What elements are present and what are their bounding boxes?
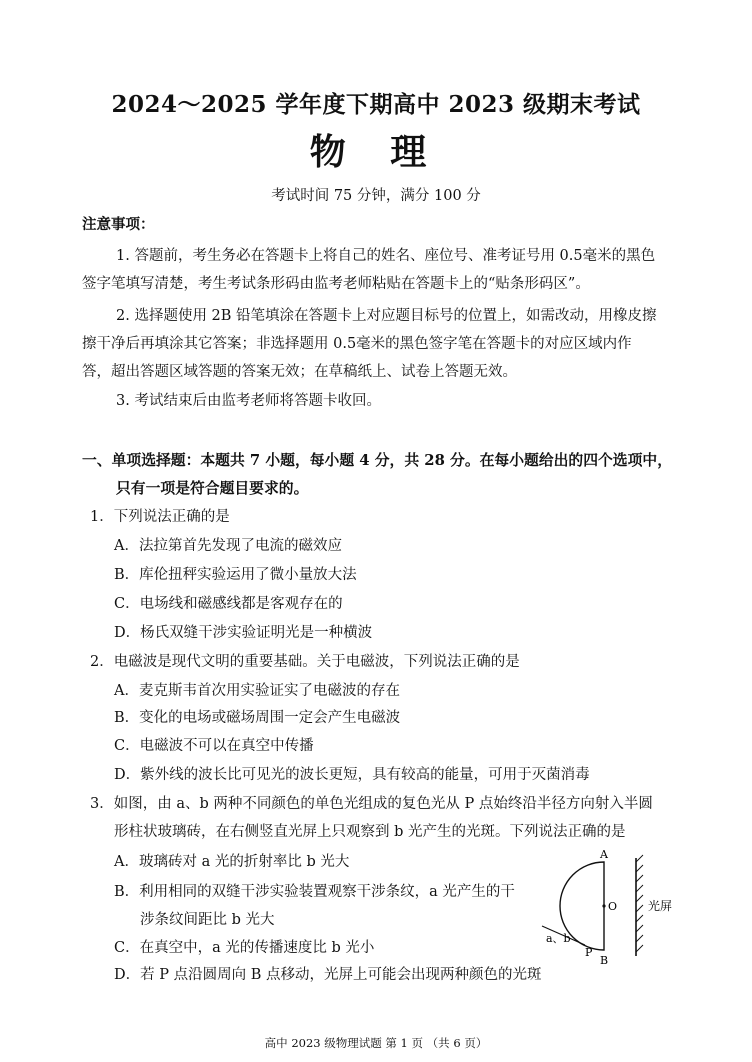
label-p-point: P — [585, 946, 593, 959]
note-line-3: 2. 选择题使用 2B 铅笔填涂在答题卡上对应题目标号的位置上，如需改动，用橡皮擦 — [116, 308, 657, 324]
q2-stem: 2．电磁波是现代文明的重要基础。关于电磁波，下列说法正确的是 — [90, 654, 520, 670]
note-line-2: 签字笔填写清楚，考生考试条形码由监考老师粘贴在答题卡上的“贴条形码区”。 — [82, 276, 590, 292]
screen-hatch — [636, 855, 643, 952]
exam-title: 2024～2025 学年度下期高中 2023 级期末考试 — [111, 91, 641, 118]
q2-option-c: C．电磁波不可以在真空中传播 — [114, 738, 314, 754]
label-o-point: O — [608, 900, 618, 913]
q3-stem-line2: 形柱状玻璃砖，在右侧竖直光屏上只观察到 b 光产生的光斑。下列说法正确的是 — [114, 824, 626, 840]
q3-stem-line1: 3．如图，由 a、b 两种不同颜色的单色光组成的复色光从 P 点始终沿半径方向射入半圆 — [90, 796, 653, 812]
q3-option-b-cont: 涉条纹间距比 b 光大 — [140, 912, 275, 928]
label-a-point: A — [600, 848, 608, 861]
q3-option-a: A．玻璃砖对 a 光的折射率比 b 光大 — [114, 854, 350, 870]
q1-option-b: B．库伦扭秤实验运用了微小量放大法 — [114, 567, 357, 583]
center-dot — [602, 904, 605, 907]
page-footer: 高中 2023 级物理试题 第 1 页 （共 6 页） — [264, 1036, 488, 1050]
label-b-point: B — [600, 954, 609, 967]
q2-option-a: A．麦克斯韦首次用实验证实了电磁波的存在 — [114, 683, 400, 699]
label-ab-rays: a、b — [546, 932, 571, 945]
q1-stem: 1．下列说法正确的是 — [90, 509, 230, 525]
q1-option-c: C．电场线和磁感线都是客观存在的 — [114, 596, 343, 612]
note-line-4: 擦干净后再填涂其它答案；非选择题用 0.5毫米的黑色签字笔在答题卡的对应区域内作 — [82, 336, 632, 352]
q3-option-b: B．利用相同的双缝干涉实验装置观察干涉条纹，a 光产生的干 — [114, 884, 515, 900]
q2-option-b: B．变化的电场或磁场周围一定会产生电磁波 — [114, 710, 401, 726]
q2-option-d: D．紫外线的波长比可见光的波长更短，具有较高的能量，可用于灭菌消毒 — [114, 767, 590, 783]
note-line-5: 答，超出答题区域答题的答案无效；在草稿纸上、试卷上答题无效。 — [82, 364, 517, 380]
section1-heading: 一、单项选择题：本题共 7 小题，每小题 4 分，共 28 分。在每小题给出的四个选项中， — [82, 452, 672, 469]
q1-option-d: D．杨氏双缝干涉实验证明光是一种横波 — [114, 625, 373, 641]
exam-info: 考试时间 75 分钟，满分 100 分 — [271, 188, 481, 204]
label-screen: 光屏 — [648, 899, 673, 913]
q3-figure — [540, 844, 690, 968]
note-line-6: 3. 考试结束后由监考老师将答题卡收回。 — [116, 393, 381, 409]
q3-option-d: D．若 P 点沿圆周向 B 点移动，光屏上可能会出现两种颜色的光斑 — [114, 967, 542, 983]
section1-heading-cont: 只有一项是符合题目要求的。 — [116, 480, 309, 497]
note-line-1: 1. 答题前，考生务必在答题卡上将自己的姓名、座位号、准考证号用 0.5毫米的黑色 — [116, 248, 656, 264]
q1-option-a: A．法拉第首先发现了电流的磁效应 — [114, 538, 342, 554]
notes-heading: 注意事项： — [82, 216, 155, 233]
subject-title: 物 理 — [309, 131, 443, 173]
q3-option-c: C．在真空中，a 光的传播速度比 b 光小 — [114, 940, 375, 956]
